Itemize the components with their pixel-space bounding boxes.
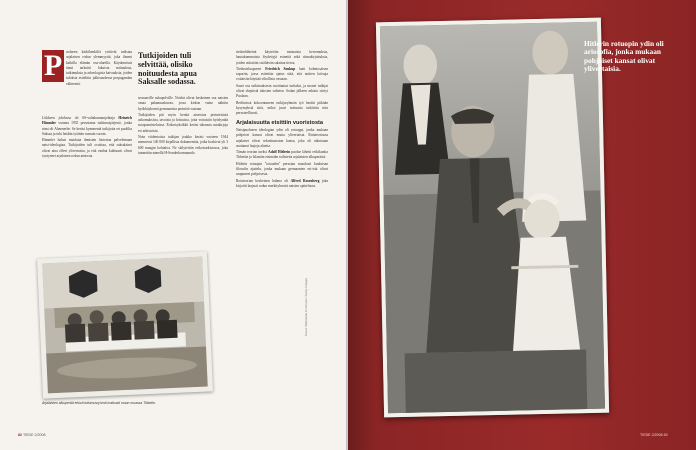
column-3 [236,50,328,430]
photo-credit: Kuvat: Wikimedia Commons / Getty Images [304,277,308,336]
pull-quote-left: Tutkijoiden tuli selvittää, olisiko noituudesta apua Saksalle sodassa. [138,51,197,87]
main-photo-illustration [380,22,605,413]
col1-paragraph-1: uolueen kärkihenkilöt yrittivät todistaa arjalaisen rodun ylemmyyttä, joka ilmeni kaikilla elämän osa-alueilla. Käytännössä tämä tarkoitti lukuisia mittauksia, tutkimuksia ja arkeologisia kaivauksia, joiden tuloksia esiteltiin julkisuudessa propagandan välineenä. [66,50,132,86]
column-1 [66,50,132,116]
name-himmler: Heinrich Himmler [42,116,132,126]
magazine-issue-left: TIEDE 2/2008 [22,433,46,437]
col3-paragraph-3: Suuri osa tutkimuksesta osoittautui turhaksi, ja monet tutkijat olivat skeptisiä tulosten suhteen. Sodan jälkeen arkisto siirtyi Puolaan. [236,83,328,99]
group-photo-illustration [42,257,208,394]
col2-paragraph-2: Tutkijoiden piti myös kerätä aineistoa perinteisistä uskomuksista, tavoista ja loitsuista, joita voitaisiin hyödyntää sotaponnisteluissa. Erikoisyksikkö keräsi tuhansia asiakirjoja eri arkistoista. [138,112,228,133]
column-2 [138,96,228,248]
col3-paragraph-4: Berliinissä kokoontuneen tutkijaryhmän työ herätti pitkään kysymyksiä siitä, miksi juuri noituutta tutkittiin niin perusteellisesti. [236,100,328,116]
col3-paragraph-5: Natsipuolueen ideologian ydin oli rotuoppi, jonka mukaan pohjoiset kansat olivat muita ylivertaisia. Rotuteoriassa arjalaiset olivat sekoittumaton kansa, joka oli aikoinaan asuttanut laajoja alueita. [236,127,328,148]
name-soukup: Friedrich Soukup [265,66,296,71]
section-subheading: Arjalaisuutta etsittiin vuoristosta [236,119,324,126]
col1-paragraph-3: Himmler halusi muokata ihmisten historiaa palvelemaan natsi-ideologiaa. Tutkijoiden tuli osoittaa, että saksalaiset olivat aina olleet ylivertaisia, ja että vanhat kulttuurit olivat syntyneet arjalaisen rodun ansiosta. [42,138,132,159]
column-1-lower [42,116,132,246]
col1-paragraph-2: Liikkeen johdossa oli SS-valtakunnanjohtaja Heinrich Himmler vuonna 1935 perustama tutkimusjärjestö, jonka nimi oli Ahnenerbe. Se keräsi kymmeniä tutkijoita eri puolilta Saksaa ja tuki heidän työtään runsain varoin. [42,116,132,136]
name-rosenberg: Alfred Rosenberg [290,178,320,183]
page-number-left: 82 [18,433,22,437]
col2-paragraph-1: seuraaville sukupolville. Noidat olivat keskeinen osa natsien omaa pakanuuskuvaa, jossa kirkon vaino nähtiin hyökkäyksenä germaanista perintöä vastaan. [138,96,228,111]
footer-left [18,433,46,437]
col3-paragraph-6: Tämän teorian tueksi Adolf Hitlerin puolue lähetti retkikuntia Tiibetiin ja Islantiin etsimään todisteita arjalaisten alkuperästä. [236,150,328,160]
col2-paragraph-3: Noin viidentoista tutkijan joukko keräsi vuoteen 1944 mennessä 140 000 kirjallista dokumenttia, jotka koskivat yli 3 600 maagin kohtaloa. Ne säilytettiin erikoisarkistossa, joka tunnettiin nimellä H-Sonderkommando. [138,135,228,155]
photo-caption: Arjalaisten alkuperää etsivä tutkimusryhmä matkusti muun muassa Tiibetiin. [42,401,156,405]
col3-paragraph-7: Hitlerin rotuopin "totuuden" perustan muodosti kuuluisan filosofin ajattelu, jonka mukaan germaanien esi-isät olivat saapuneet pohjoisesta. [236,161,328,177]
col3-paragraph-8: Rotuteorian keskeinen hahmo oli Alfred Rosenberg joka kirjoitti laajasti rodun merkityksestä natsien ajattelussa. [236,178,328,188]
footer-right: TIEDE 2/2008 83 [640,433,668,437]
pull-quote-right: Hitlerin rotuopin ydin oli ariosofia, jonka mukaan pohjoiset kansat olivat ylivertaisia. [584,39,664,74]
name-hitler: Adolf Hitlerin [268,150,291,155]
drop-cap: P [43,49,63,82]
col3-paragraph-1: tiedonlähteinä käytettiin muinaisia kertomuksia, hautakummuista löydettyjä esineitä sekä riimukirjoituksia, joiden uskottiin sisältävän salattua tietoa. [236,50,328,65]
historical-photo-expedition [37,251,213,398]
col3-paragraph-2: Tiedusteluupseeri Friedrich Soukup laati kolmiosaisen raportin, jossa esitettiin ajatus siitä, että noitien loitsuja voitaisiin käyttää vihollista vastaan. [236,66,328,82]
historical-photo-hitler-child [376,18,609,418]
